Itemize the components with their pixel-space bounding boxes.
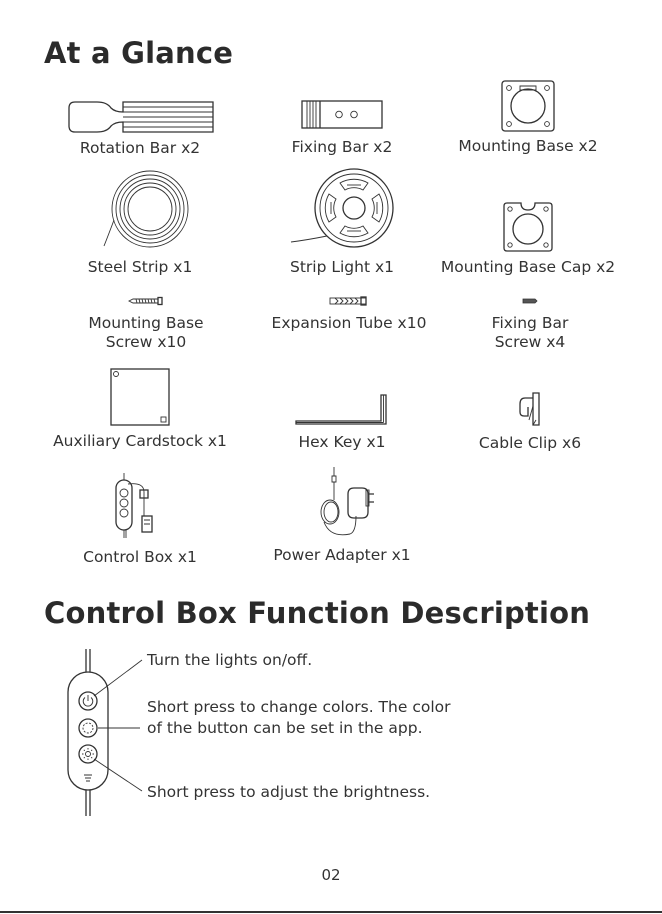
strip-light-icon bbox=[287, 168, 397, 250]
mounting-base-cap-icon bbox=[503, 202, 553, 252]
power-button-icon bbox=[79, 692, 97, 710]
cardstock-icon bbox=[110, 368, 170, 426]
expansion-tube-item bbox=[254, 296, 444, 333]
hex-key-label: Hex Key x1 bbox=[298, 433, 386, 451]
rotation-bar-item bbox=[60, 98, 220, 158]
control-box-diagram bbox=[62, 648, 152, 818]
auxiliary-cardstock-label: Auxiliary Cardstock x1 bbox=[53, 432, 227, 450]
hex-key-icon bbox=[295, 394, 389, 426]
steel-strip-label: Steel Strip x1 bbox=[87, 258, 193, 276]
hex-key-item bbox=[262, 394, 422, 452]
fixing-bar-screw-label-line2: Screw x4 bbox=[494, 333, 566, 351]
mounting-base-screw-label bbox=[60, 314, 232, 352]
fixing-bar-icon bbox=[301, 100, 383, 130]
brightness-function-text: Short press to adjust the brightness. bbox=[147, 783, 431, 801]
mounting-base-cap-label: Mounting Base Cap x2 bbox=[440, 258, 616, 276]
cable-clip-item bbox=[450, 392, 610, 453]
strip-light-item bbox=[262, 168, 422, 277]
control-box-function-title: Control Box Function Description bbox=[44, 596, 591, 630]
mounting-base-screw-label-line1: Mounting Base bbox=[88, 314, 204, 332]
at-a-glance-title: At a Glance bbox=[44, 36, 234, 70]
fixing-bar-screw-label-line1: Fixing Bar bbox=[491, 314, 569, 332]
steel-strip-icon bbox=[90, 168, 190, 250]
expansion-tube-icon bbox=[329, 296, 369, 306]
power-adapter-icon bbox=[306, 466, 378, 540]
screw-icon bbox=[128, 296, 164, 306]
steel-strip-item bbox=[60, 168, 220, 277]
bottom-rule bbox=[0, 911, 662, 913]
color-button-icon bbox=[79, 719, 97, 737]
power-adapter-label: Power Adapter x1 bbox=[273, 546, 411, 564]
mounting-base-item bbox=[448, 80, 608, 156]
fixing-bar-screw-item bbox=[450, 296, 610, 352]
mounting-base-screw-label-line2: Screw x10 bbox=[105, 333, 187, 351]
fixing-bar-screw-icon bbox=[522, 296, 538, 306]
rotation-bar-label: Rotation Bar x2 bbox=[79, 139, 201, 157]
control-box-icon bbox=[110, 472, 170, 540]
expansion-tube-label: Expansion Tube x10 bbox=[271, 314, 427, 332]
brightness-callout-line bbox=[94, 759, 142, 791]
brightness-button-icon bbox=[79, 745, 97, 763]
strip-light-label: Strip Light x1 bbox=[289, 258, 394, 276]
rotation-bar-icon bbox=[67, 98, 213, 136]
control-box-label: Control Box x1 bbox=[83, 548, 197, 566]
cable-clip-label: Cable Clip x6 bbox=[478, 434, 582, 452]
page-number: 02 bbox=[321, 866, 341, 884]
mounting-base-cap-item bbox=[432, 202, 624, 277]
cable-clip-icon bbox=[517, 392, 543, 426]
mounting-base-icon bbox=[501, 80, 555, 132]
fixing-bar-screw-label bbox=[450, 314, 610, 352]
power-adapter-item bbox=[262, 466, 422, 565]
mounting-base-screw-item bbox=[60, 296, 232, 352]
color-function-text: Short press to change colors. The color of the button can be set in the app. bbox=[147, 698, 451, 737]
fixing-bar-label: Fixing Bar x2 bbox=[291, 138, 393, 156]
fixing-bar-item bbox=[262, 100, 422, 157]
control-box-item bbox=[60, 472, 220, 567]
power-function-text: Turn the lights on/off. bbox=[147, 651, 313, 669]
power-callout-line bbox=[94, 660, 142, 696]
auxiliary-cardstock-item bbox=[40, 368, 240, 451]
mounting-base-label: Mounting Base x2 bbox=[458, 137, 598, 155]
indicator-icon bbox=[84, 775, 92, 781]
